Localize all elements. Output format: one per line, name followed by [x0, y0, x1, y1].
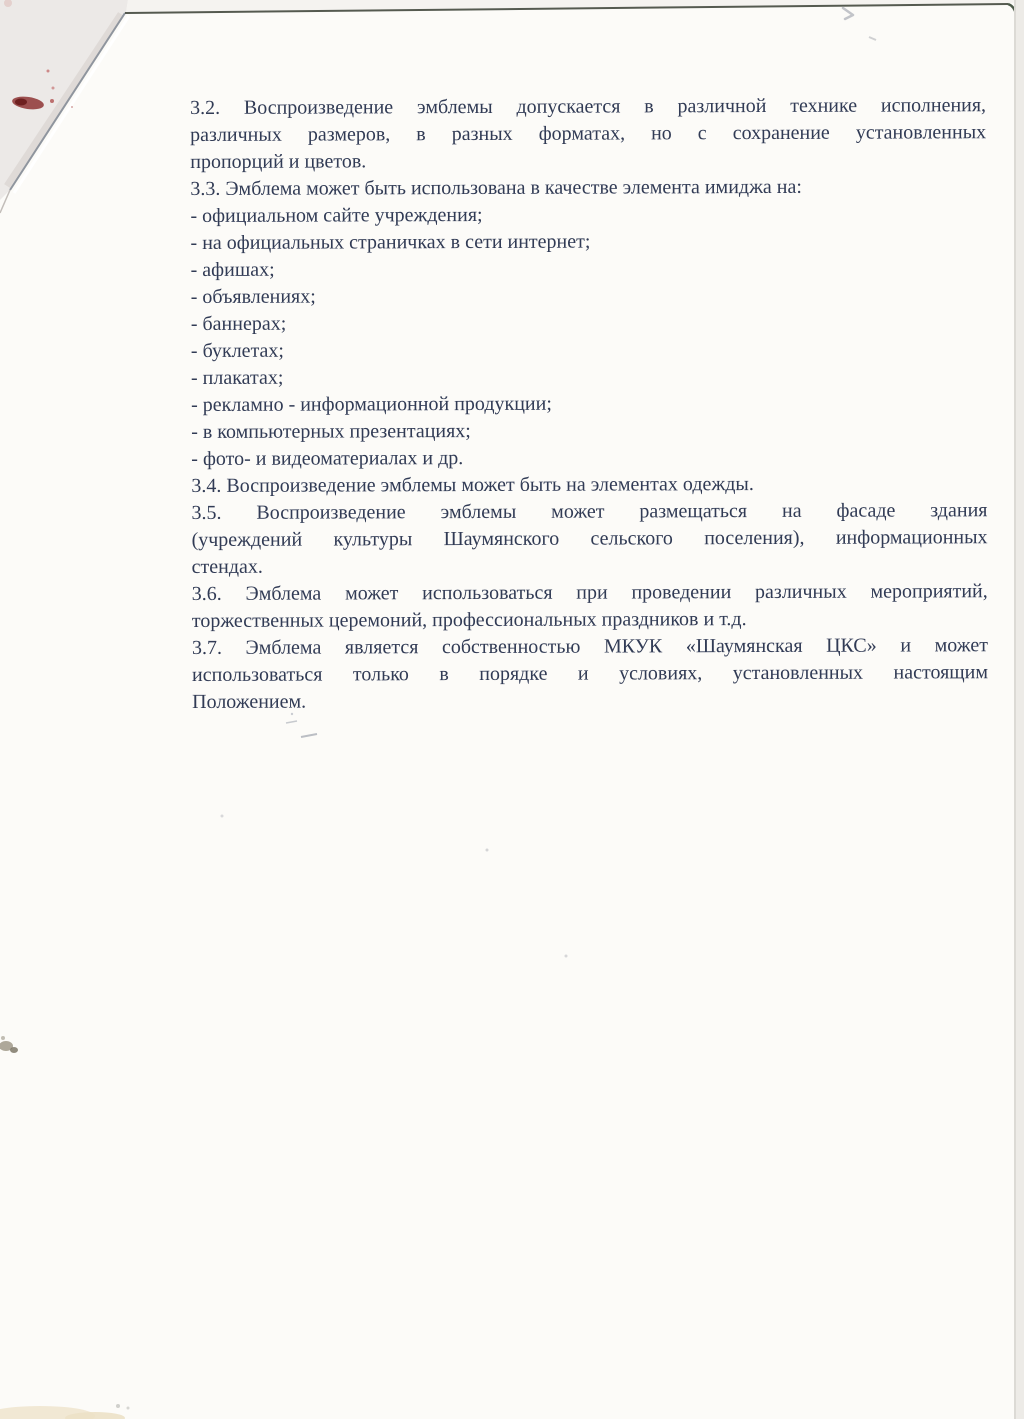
- text-line: - официальном сайте учреждения;: [190, 203, 483, 227]
- text-line: - в компьютерных презентациях;: [191, 420, 471, 443]
- text-line: Положением.: [192, 690, 307, 713]
- text-line: различных размеров, в разных форматах, но с сохранение установленных: [190, 121, 987, 146]
- document-text: [190, 92, 988, 716]
- text-line: 3.6. Эмблема может использоваться при проведении различных мероприятий,: [191, 580, 988, 605]
- text-line: - фото- и видеоматериалах и др.: [191, 447, 464, 470]
- right-edge-shadow: [1015, 0, 1024, 1419]
- text-line: - рекламно - информационной продукции;: [191, 392, 552, 416]
- text-line: использоваться только в порядке и условиях, установленных настоящим: [191, 661, 989, 686]
- edge-smudge-left: [0, 1036, 18, 1053]
- stain-bottom-left: [0, 1404, 130, 1419]
- page-top-edge-line: [125, 4, 1008, 13]
- page-top-right-corner: [1008, 4, 1016, 14]
- text-line: - на официальных страничках в сети интернет;: [190, 230, 591, 254]
- fold-shadow: [7, 14, 121, 186]
- text-line: - баннерах;: [190, 312, 287, 335]
- folded-corner-background: [0, 0, 128, 200]
- red-ink-smudge: [4, 0, 73, 111]
- text-line: - афишах;: [190, 258, 275, 281]
- text-line: 3.2. Воспроизведение эмблемы допускается в различной технике исполнения,: [190, 94, 987, 119]
- pencil-check-mark: [843, 8, 876, 40]
- text-line: (учреждений культуры Шаумянского сельского поселения), информационных: [191, 526, 988, 551]
- text-line: - буклетах;: [190, 339, 285, 362]
- text-line: 3.7. Эмблема является собственностью МКУК «Шаумянская ЦКС» и может: [191, 634, 988, 659]
- text-line: пропорций и цветов.: [190, 150, 367, 173]
- fold-highlight: [14, 16, 129, 193]
- text-line: 3.4. Воспроизведение эмблемы может быть на элементах одежды.: [191, 473, 754, 497]
- scanner-strip-top: [126, 0, 1024, 12]
- text-line: - плакатах;: [190, 366, 284, 389]
- paper-specks: [221, 815, 568, 958]
- page-corner-fold-edge: [10, 13, 125, 190]
- left-page-edge: [0, 190, 10, 213]
- text-line: 3.5. Воспроизведение эмблемы может размещаться на фасаде здания: [191, 499, 988, 524]
- text-line: стендах.: [191, 555, 263, 578]
- text-line: торжественных церемоний, профессиональных праздников и т.д.: [191, 608, 747, 632]
- text-line: 3.3. Эмблема может быть использована в качестве элемента имиджа на:: [190, 175, 802, 200]
- pencil-scribble: [286, 713, 317, 737]
- text-line: - объявлениях;: [190, 285, 316, 308]
